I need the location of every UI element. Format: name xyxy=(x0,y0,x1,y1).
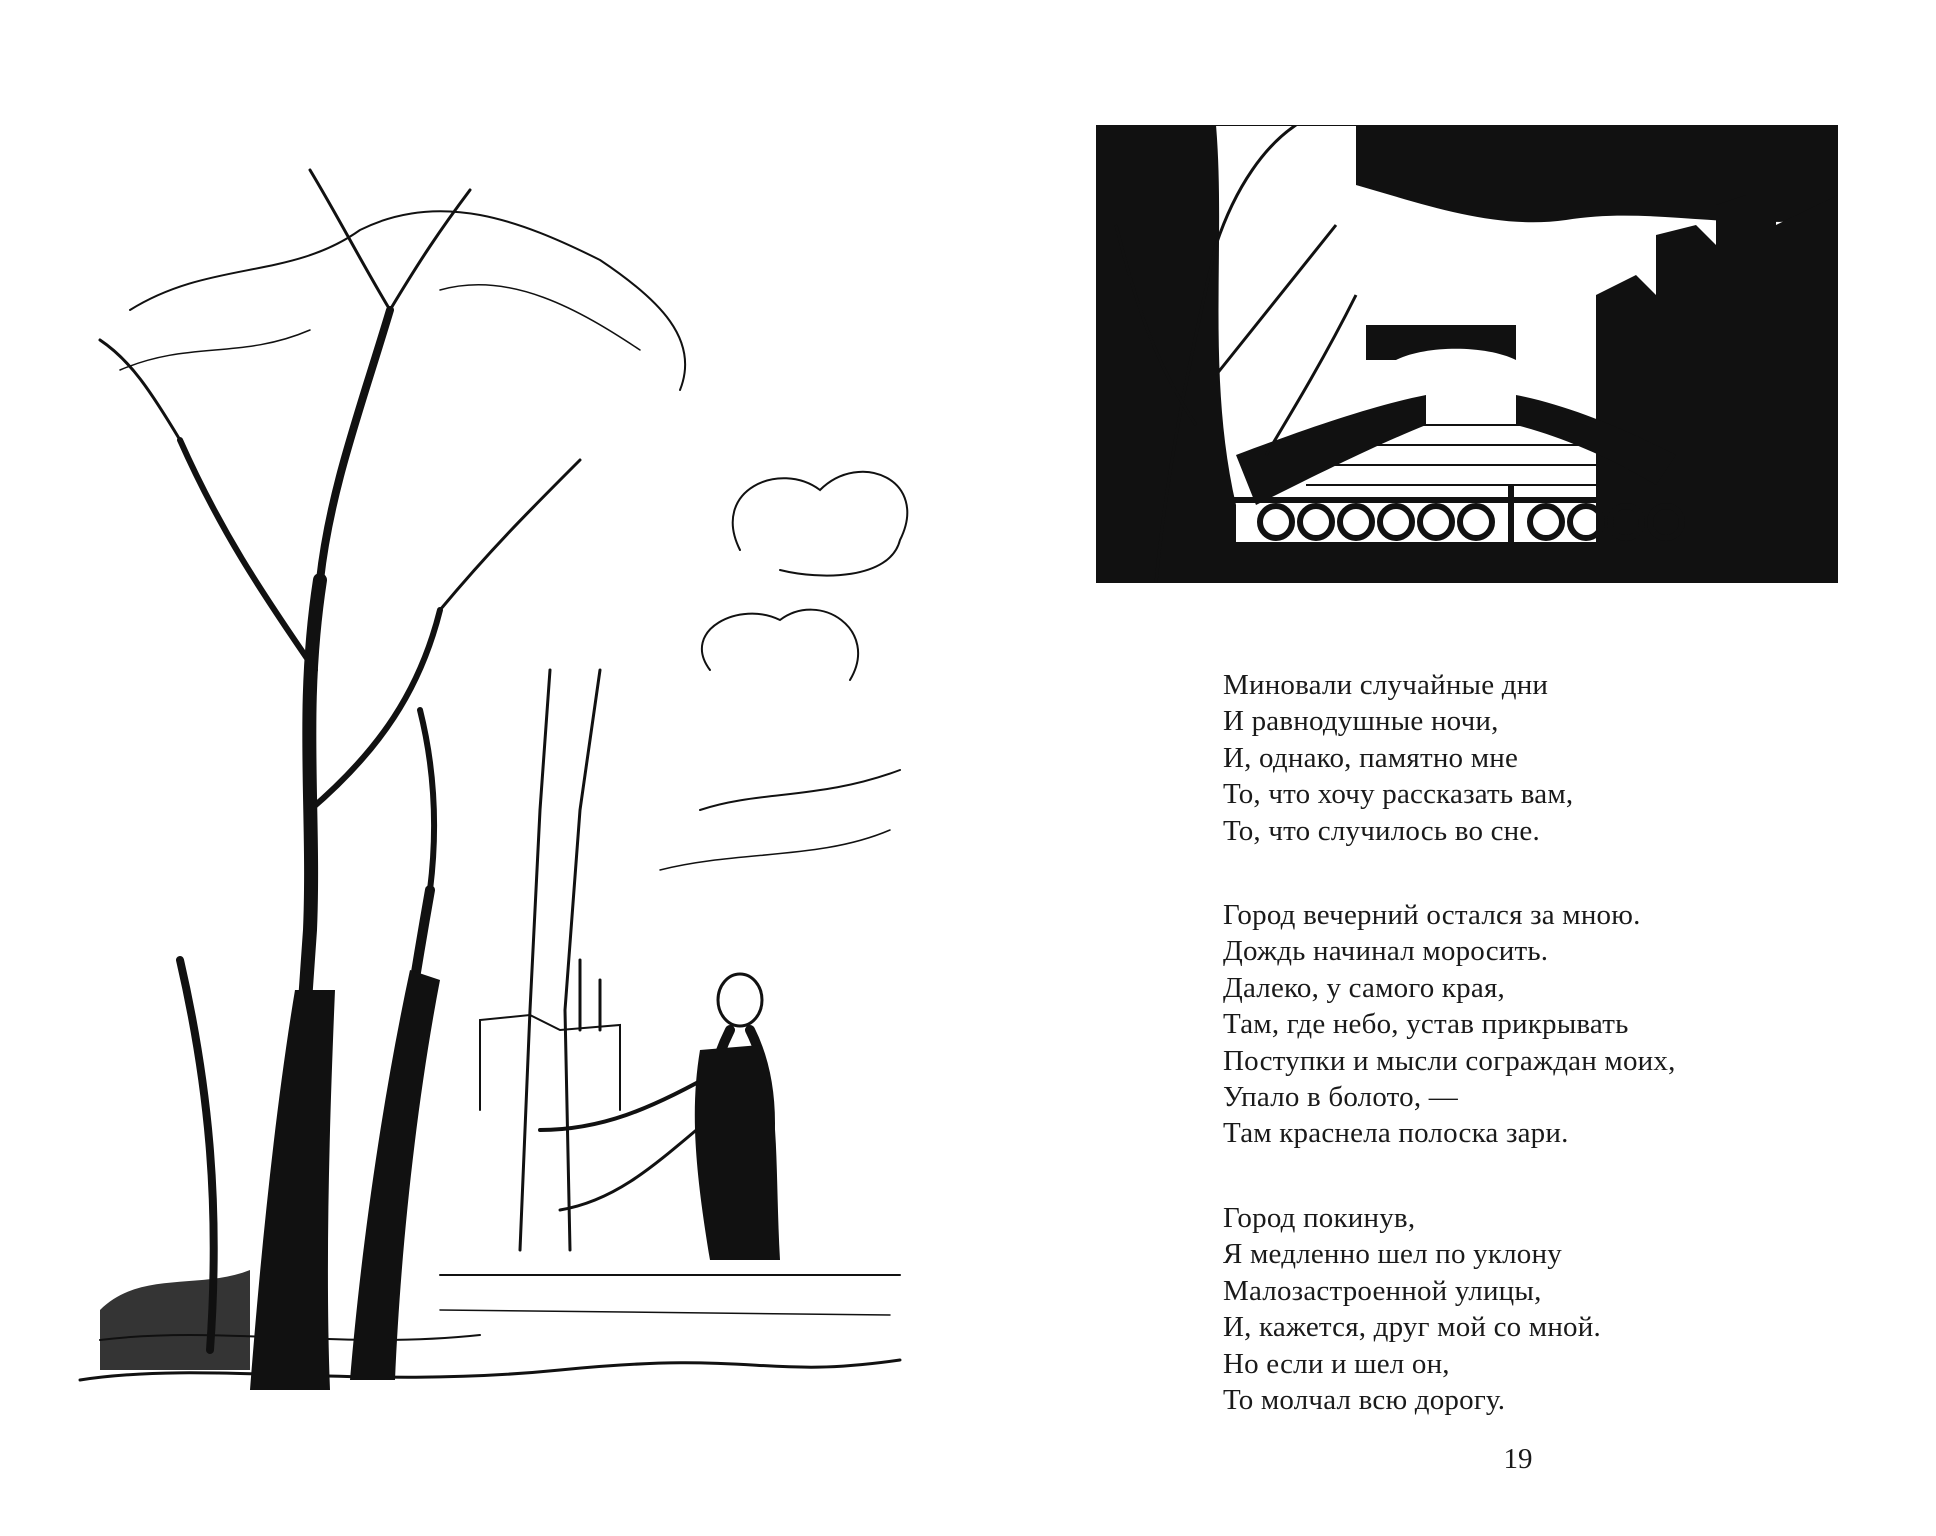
poem-line: То молчал всю дорогу. xyxy=(1223,1383,1506,1416)
poem-line: Поступки и мысли сограждан моих, xyxy=(1223,1044,1676,1077)
poem-line: И, однако, памятно мне xyxy=(1223,741,1519,774)
poem-line: Но если и шел он, xyxy=(1223,1347,1450,1380)
poem-stanza-3 xyxy=(1223,1200,1883,1418)
poem-line: То, что хочу рассказать вам, xyxy=(1223,778,1574,811)
right-page xyxy=(968,0,1936,1536)
poem-line: Далеко, у самого края, xyxy=(1223,971,1505,1004)
poem-line: И, кажется, друг мой со мной. xyxy=(1223,1311,1601,1344)
illustration-canal-with-bridge xyxy=(1096,125,1838,583)
poem-line: Миновали случайные дни xyxy=(1223,669,1549,701)
poem-line: Город вечерний остался за мною. xyxy=(1223,899,1641,932)
poem-line: Я медленно шел по уклону xyxy=(1223,1238,1562,1271)
poem-line: Город покинув, xyxy=(1223,1201,1416,1234)
ink-drawing-trees xyxy=(60,110,910,1430)
poem-line: Упало в болото, — xyxy=(1223,1081,1458,1114)
ink-drawing-canal xyxy=(1096,125,1838,583)
poem-line: И равнодушные ночи, xyxy=(1223,705,1499,738)
poem-line: Малозастроенной улицы, xyxy=(1223,1274,1542,1307)
poem-stanza-2 xyxy=(1223,897,1883,1152)
poem-line: Там краснела полоска зари. xyxy=(1223,1117,1569,1150)
illustration-man-walking-by-trees xyxy=(60,110,910,1430)
poem-line: Там, где небо, устав прикрывать xyxy=(1223,1008,1629,1041)
poem-line: То, что случилось во сне. xyxy=(1223,814,1540,847)
poem-line: Дождь начинал моросить. xyxy=(1223,935,1549,968)
poem xyxy=(1223,667,1883,1418)
poem-stanza-1 xyxy=(1223,667,1883,849)
page-number: 19 xyxy=(1503,1443,1533,1475)
